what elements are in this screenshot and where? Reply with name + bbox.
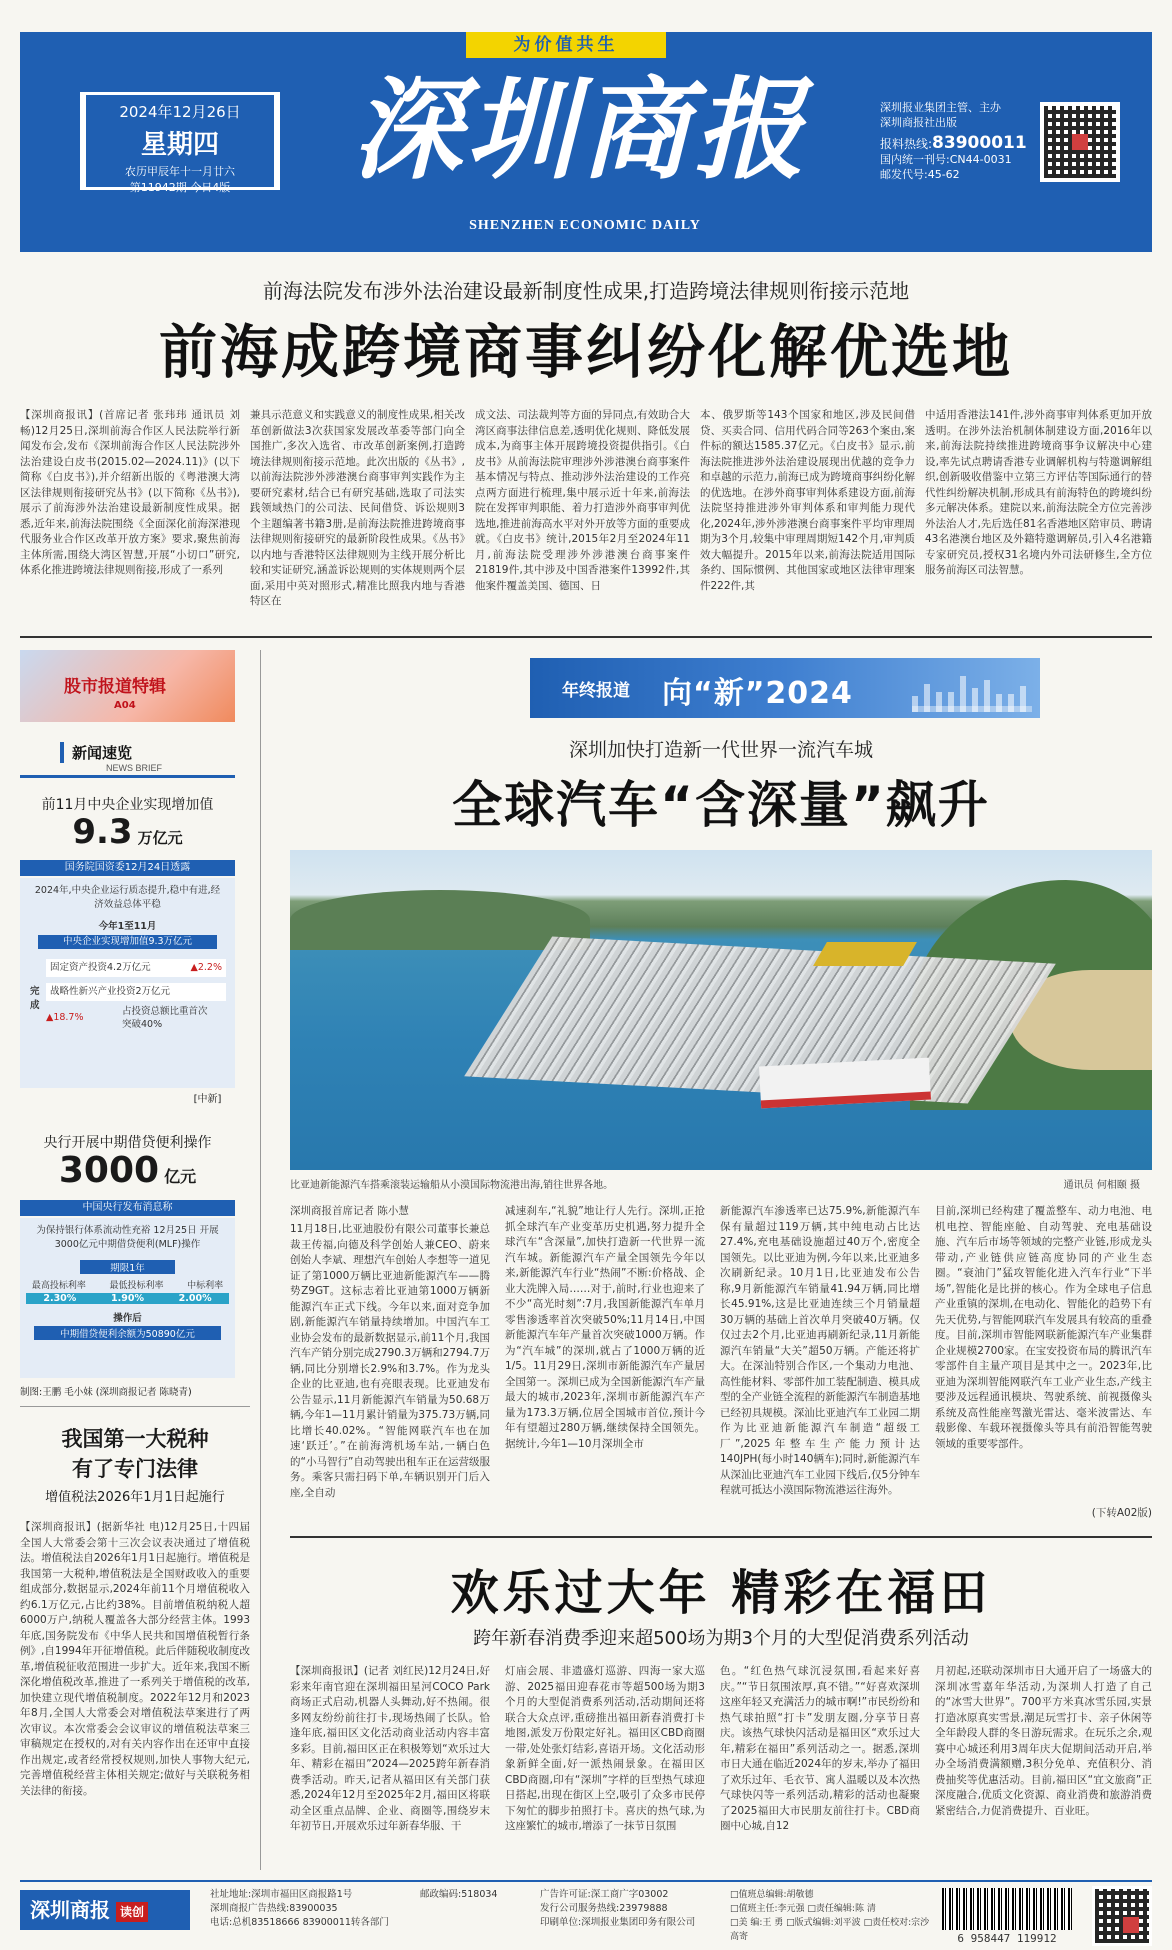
- skyline-icon: [912, 672, 1032, 712]
- story1-col-5: 中适用香港法141件,涉外商事审判体系更加开放透明。在涉外法治机制体制建设方面,2016年以来,前海法院持续推进跨境商事争议解决中心建设,率先试点聘请香港专业调解机构与特邀调解组织,创新吸收借鉴中立第三方评估等国际通行的替代性纠纷解决机制,形成具有前海特色的跨境纠纷多元解决体系。建院以来,前海法院全方位完善涉外法治人才,先后选任81名香港地区陪审员、聘请43名港澳台地区及外籍特邀调解员,引入4名港籍专家研究员,授权31名境内外司法研修生,全方位服务前海区司法智慧。: [925, 409, 1152, 576]
- news-brief-en: NEWS BRIEF: [106, 763, 163, 773]
- banner-title: 股市报道特辑: [64, 677, 166, 697]
- date: 2024年12月26日: [119, 103, 241, 121]
- footer-post: 邮政编码:518034: [420, 1889, 498, 1900]
- tax-story-headline[interactable]: 我国第一大税种 有了专门法律: [61, 1427, 209, 1481]
- banner-label: 年终报道: [562, 681, 630, 701]
- item2-title: 央行开展中期借贷便利操作: [43, 1135, 212, 1151]
- tax-story-body: 【深圳商报讯】(据新华社 电)12月25日,十四届全国人大常委会第十三次会议表决通过了增值税法。增值税法自2026年1月1日起施行。增值税是我国第一大税种,增值税法是全国财政收入的重要组成部分,数据显示,2024年前11个月增值税收入约6.1万亿元,占比约38%。目前增值税纳税人超6000万户,纳税人覆盖各大部分经营主体。1993年底,国务院发布《中华人民共和国增值税暂行条例》,自1994年开征增值税。此后伴随税收制度改革,增值税征收范围进一步扩大。近年来,我国不断深化增值税改革,推进了一系列关于增值税的改革,加快建立现代增值税制度。2022年12月和2023年8月,全国人大常委会对增值税法草案进行了两次审议。本次常委会会议审议的增值税法草案三审稿规定在授权的,对有关内容作出在还审中直接作出规定,或者经常授权规则,加快人事物大纪元,完善增值税经营主体相关规定;做好与关联税务相关法律的衔接。: [20, 1521, 250, 1797]
- feature-col-3: 新能源汽车渗透率已达75.9%,新能源汽车保有量超过119万辆,其中纯电动占比达27.4%,充电基础设施超过40万个,密度全国领先。以比亚迪为例,今年以来,比亚迪多次刷新纪录。10月1日,比亚迪发布公告称,9月新能源汽车销量41.94万辆,同比增长45.91%,这是比亚迪连续三个月销量超30万辆的基础上首次单月突破40万辆。仅仅过去2个月,比亚迪再刷新纪录,11月新能源汽车销量“大关”超50万辆。产能还将扩大。在深汕特别合作区,一个集动力电池、高性能材料、零部件加工装配制造、模具成型的全产业链全流程的新能源汽车制造基地已经初具规模。深汕比亚迪汽车工业园二期作为比亚迪新能源汽车制造“超级工厂”,2025年整车生产能力预计达140JPH(每小时140辆车);同时,新能源汽车从深汕比亚迪汽车工业园下线后,仅5分钟车程就可抵达小漠国际物流港运往海外。: [720, 1205, 920, 1496]
- feature-jump[interactable]: (下转A02版): [1091, 1507, 1152, 1519]
- qr-code-icon[interactable]: [1092, 1886, 1152, 1946]
- news-brief-cn: 新闻速览: [60, 742, 235, 763]
- feature-col-2: 减速刹车,“礼貌”地让行人先行。深圳,正抢抓全球汽车产业变革历史机遇,努力提升全球汽车“含深量”,加快打造新一代世界一流汽车城。新能源汽车产量全国领先今年以来,新能源汽车行业“热闹”不断:价格战、企业大洗牌入局……对于,前时,行业也迎来了不少“高光时刻”:7月,我国新能源汽车单月零售渗透率首次突破50%;11月14日,中国新能源汽车年产量首次突破1000万辆。作为“汽车城”的深圳,就占了1000万辆的近1/5。11月29日,深圳市新能源汽车产量居全国第一。深圳已成为全国新能源汽车产量最大的城市,2023年,深圳市新能源汽车产量为173.3万辆,位居全国城市首位,预计今年有望超过280万辆,继续保持全国领先。据统计,今年1—10月深圳全市: [505, 1205, 705, 1450]
- futian-col-3: 色。“红色热气球沉浸氛围,看起来好喜庆。”“节日氛围浓厚,真不错。”“好喜欢深圳这座年轻又充满活力的城市啊!”市民纷纷和热气球拍照“打卡”发朋友圈,分享节日喜庆。该热气球快闪活动是福田区“欢乐过大年,精彩在福田”系列活动之一。据悉,深圳市日大通在临近2024年的岁末,举办了福田了欢乐过年、毛衣节、寓人温暖以及本次热气球快闪等一系列活动,精彩的活动也凝聚了2025福田大市民朋友前往打卡。CBD商圈中心城,自12: [720, 1665, 920, 1832]
- feature-col-1: 11月18日,比亚迪股份有限公司董事长兼总裁王传福,向德及科学创始人兼CEO、蔚来创始人李斌、理想汽车创始人李想等一道见证了第1000万辆比亚迪新能源汽车——腾势Z9GT。这标志着比亚迪第1000万辆新能源汽车正式下线。今年以来,面对竞争加剧,新能源汽车销量持续增加。中国汽车工业协会发布的最新数据显示,前11个月,我国汽车产销分别完成2790.3万辆和2794.7万辆,同比分别增长2.9%和3.7%。作为龙头企业的比亚迪,也有亮眼表现。比亚迪发布公告显示,11月新能源汽车销量为50.68万辆,今年1—11月累计销量为375.73万辆,同比增长40.02%。“智能网联汽车也在加速‘跃迁’。”在前海湾机场车站,一辆白色的“小马智行”自动驾驶出租车正在运营级服务。乘客只需扫码下单,车辆识别开门后入座,全自动: [290, 1223, 490, 1499]
- footer-ad: 广告许可证:深工商广字03002 发行公司服务热线:23979888 印刷单位:深圳报业集团印务有限公司: [540, 1889, 696, 1928]
- paper-name-english: SHENZHEN ECONOMIC DAILY: [469, 218, 701, 233]
- date-box: [80, 92, 280, 194]
- item1-source: 国务院国资委12月24日透露: [20, 860, 235, 876]
- feature-byline: 深圳商报首席记者 陈小慧: [290, 1205, 409, 1217]
- footer: [20, 1880, 1152, 1946]
- feature-headline[interactable]: 全球汽车“含深量”飙升: [452, 776, 990, 834]
- qr-code-icon[interactable]: [1040, 102, 1120, 182]
- story1-col-4: 本、俄罗斯等143个国家和地区,涉及民间借贷、买卖合同、信用代码合同等263个案由,案件标的额达1585.37亿元。《白皮书》显示,前海法院推进涉外法治建设展现出优越的竞争力和卓越的示范力,前海已成为跨境商事纠纷化解的优选地。在涉外商事审判体系建设方面,前海法院坚持推进涉外审判体系和审判能力现代化,2024年,涉外涉港澳台商事案件平均审理周期为3个月,较集中审理周期短142个月,审判质效大幅提升。2015年以来,前海法院适用国际条约、国际惯例、其他国家或地区法律审理案件222件,其: [700, 409, 915, 592]
- item2-figure: 3000 亿元: [58, 1150, 197, 1191]
- publisher-line-1: 深圳报业集团主管、主办: [880, 101, 1001, 114]
- feature-subhead: 深圳加快打造新一代世界一流汽车城: [568, 739, 873, 761]
- futian-col-4: 月初起,还联动深圳市日大通开启了一场盛大的深圳冰雪嘉年华活动,为深圳人打造了自己的“冰雪大世界”。700平方米真冰雪乐园,实景打造冰原真实雪景,潮足玩雪打卡、亲子休闲等全年龄段人群的冬日游玩需求。在玩乐之余,观赛中心城还利用3周年庆大促期间活动开启,举办全场消费满额赠,3积分免单、充值积分、消费抽奖等优惠活动。目前,福田区“宜文旅商”正深度融合,优质文化资源、商业消费和旅游消费紧密结合,力促消费提升、百业旺。: [935, 1665, 1152, 1817]
- divider: [20, 636, 1152, 638]
- slogan: 为价值共生: [466, 32, 666, 58]
- photo-caption: 比亚迪新能源汽车搭乘滚装运输船从小漠国际物流港出海,销往世界各地。 通讯员 何相颐 摄: [290, 1180, 1140, 1191]
- item1-figure: 9.3 万亿元: [72, 812, 183, 852]
- item2-credit: 制图:王鹏 毛小妹 (深圳商报记者 陈晓青): [20, 1387, 192, 1398]
- weekday: 星期四: [140, 130, 219, 160]
- footer-editors: □值班总编辑:胡敬德 □值班主任:李元强 □责任编辑:陈 清 □美 编:王 勇 □版式编辑:刘平波 □责任校对:宗沙 高寄: [730, 1890, 930, 1942]
- barcode-number: 6 958447 119912: [957, 1932, 1057, 1945]
- futian-subhead: 跨年新春消费季迎来超500场为期3个月的大型促消费系列活动: [473, 1628, 969, 1649]
- publisher-line-2: 深圳商报社出版: [880, 116, 957, 129]
- futian-col-1: 【深圳商报讯】(记者 刘红民)12月24日,好彩来年南官迎在深圳福田星河COCO Park商场正式启动,机器人头舞动,好不热闹。很多网友纷纷前往打卡,现场热闹了长队。恰逢年底,福田区文化活动商业活动内容丰富多彩。目前,福田区正在积极筹划“欢乐过大年、精彩在福田”2024—2025跨年新春消费季活动。昨天,记者从福田区有关部门获悉,2024年12月至2025年2月,福田区将联动全区重点品牌、企业、商圈等,围绕岁末年初节日,开展欢乐过年新春华服、干: [290, 1665, 490, 1832]
- lunar-date: 农历甲辰年十一月廿六: [125, 165, 235, 178]
- futian-col-2: 灯庙会展、非遗盛灯巡游、四海一家大巡游、2025福田迎春花市等超500场为期3个月的大型促消费系列活动,活动期间还将联合大众点评,重磅推出福田新春消费打卡地图,派发万份限定好礼。福田区CBD商圈一带,处处张灯结彩,喜语开场。文化活动形象新鲜全面,好一派热闹景象。在福田区CBD商圈,印有“深圳”字样的巨型热气球迎日搭起,出现在街区上空,吸引了众多市民停下匆忙的脚步拍照打卡。喜庆的热气球,为这座繁忙的城市,增添了一抹节日氛围: [505, 1665, 705, 1832]
- item2-source: 中国央行发布消息称: [20, 1200, 235, 1216]
- news-brief-header: [20, 742, 235, 778]
- story1-subhead: 前海法院发布涉外法治建设最新制度性成果,打造跨境法律规则衔接示范地: [262, 279, 910, 303]
- stock-special-banner[interactable]: [20, 650, 235, 722]
- postal-code: 邮发代号:45-62: [880, 168, 960, 181]
- story1-col-2: 兼具示范意义和实践意义的制度性成果,相关改革创新做法3次获国家发展改革委等部门向全国推广,多次入选省、市改革创新案例,打造跨境法律规则衔接示范地。此次出版的《丛书》,以前海法院涉外涉港澳台商事审判实践作为主要研究素材,结合已有研究基础,选取了司法实践领域热门的公司法、民间借贷、诉讼规则3个主题编著书籍3册,是前海法院推进跨境商事法律规则衔接研究的最新阶段性成果。《丛书》以内地与香港特区法律规则为主线开展分析比较和实证研究,涵盖诉讼规则的实体规则两个层面,采用中英对照形式,精准比照我内地与香港特区在: [250, 409, 465, 607]
- banner-title: 向“新”2024: [662, 676, 853, 711]
- divider: [20, 1406, 250, 1407]
- divider: [290, 1536, 1152, 1538]
- item2-info-box: 为保持银行体系流动性充裕 12月25日 开展3000亿元中期借贷便利(MLF)操作 期限1年 最高投标利率 最低投标利率 中标利率 2.30% 1.90% 2.00% 操作后 中期借贷便利余额为50890亿元: [20, 1218, 235, 1378]
- footer-address: 社址地址:深圳市福田区商报路1号 深圳商报广告热线:83900035 电话:总机83518666 83900011转各部门: [210, 1889, 389, 1928]
- story1-col-3: 成文法、司法裁判等方面的异同点,有效助合大湾区商事法律信息差,透明优化规则、降低发展成本,为商事主体开展跨境投资提供指引。《白皮书》从前海法院审理涉外涉港澳台商事案件基本情况与特点、推动涉外法治建设的工作亮点两方面进行梳理,集中展示近十年来,前海法院在发挥审判职能、着力打造涉外商事审判优选地,推进前海高水平对外开放等方面的重要成就。《白皮书》统计,2015年2月至2024年11月,前海法院受理涉外涉港澳台商事案件21819件,其中涉及中国香港案件13992件,其他案件覆盖美国、德国、日: [475, 409, 690, 592]
- barcode-icon: [942, 1888, 1072, 1930]
- story1-headline[interactable]: 前海成跨境商事纠纷化解优选地: [158, 318, 1013, 386]
- column-divider: [260, 650, 261, 1870]
- issue-number: 第11942期 今日4版: [129, 181, 231, 194]
- item1-credit: [中新]: [193, 1094, 222, 1105]
- feature-col-4: 目前,深圳已经构建了覆盖整车、动力电池、电机电控、智能座舱、自动驾驶、充电基础设施、汽车后市场等领域的完整产业链,形成龙头带动,产业链供应链高度协同的产业生态圈。“衰油门”猛攻智能化进入汽车行业“下半场”,智能化是比拼的核心。作为全球电子信息产业重镇的深圳,在电动化、智能化的趋势下有先天优势,与智能网联汽车发展具有较高的重叠度。目前,深圳市智能网联新能源汽车产业集群企业规模2700家。在宝安投资布局的腾讯汽车零部件自主量产项目是其中之一。2023年,比亚迪为深圳智能网联汽车工业产业生态,产线主要涉及远程通讯模块、驾驶系统、前视摄像头系统及高性能座驾激光雷达、毫米波雷达、车载影像、车载环视摄像头等具有前沿智能驾驶领域的重要零部件。: [935, 1205, 1152, 1450]
- hotline: 报料热线:83900011: [880, 133, 1027, 153]
- story1-col-1: 【深圳商报讯】(首席记者 张玮玮 通讯员 刘畅)12月25日,深圳前海合作区人民法院举行新闻发布会,发布《深圳前海合作区人民法院涉外法治建设白皮书(2015.02—2024.11)》(以下简称《白皮书》),并介绍新出版的《粤港澳大湾区法律规则衔接研究丛书》(以下简称《丛书》),展示了前海涉外法治建设最新制度性成果。据悉,近年来,前海法院围绕《全面深化前海深港现代服务业合作区改革开放方案》要求,聚焦前海主体所需,围绕大湾区智慧,开展“小切口”研究,体系化推进跨境法律规则衔接,形成了一系列: [20, 409, 240, 576]
- item1-info-box: 2024年,中央企业运行质态提升,稳中有进,经济效益总体平稳 今年1至11月 中央企业实现增加值9.3万亿元 完成 固定资产投资4.2万亿元 ▲2.2% 战略性新兴产业投资2万亿元 ▲18.7% 占投资总额比重首次突破40%: [20, 878, 235, 1088]
- banner-page: A04: [114, 700, 136, 711]
- publisher-info: [880, 100, 1040, 210]
- tax-story-subhead: 增值税法2026年1月1日起施行: [45, 1490, 225, 1505]
- item1-title: 前11月中央企业实现增加值: [41, 797, 214, 813]
- footer-logo: 深圳商报 读创: [20, 1890, 190, 1930]
- port-photo: [290, 850, 1152, 1170]
- cn-code: 国内统一刊号:CN44-0031: [880, 153, 1012, 166]
- year-end-report-banner: [530, 658, 1040, 718]
- paper-name-logo: 深圳商报: [352, 65, 808, 194]
- futian-headline[interactable]: 欢乐过大年 精彩在福田: [450, 1565, 992, 1621]
